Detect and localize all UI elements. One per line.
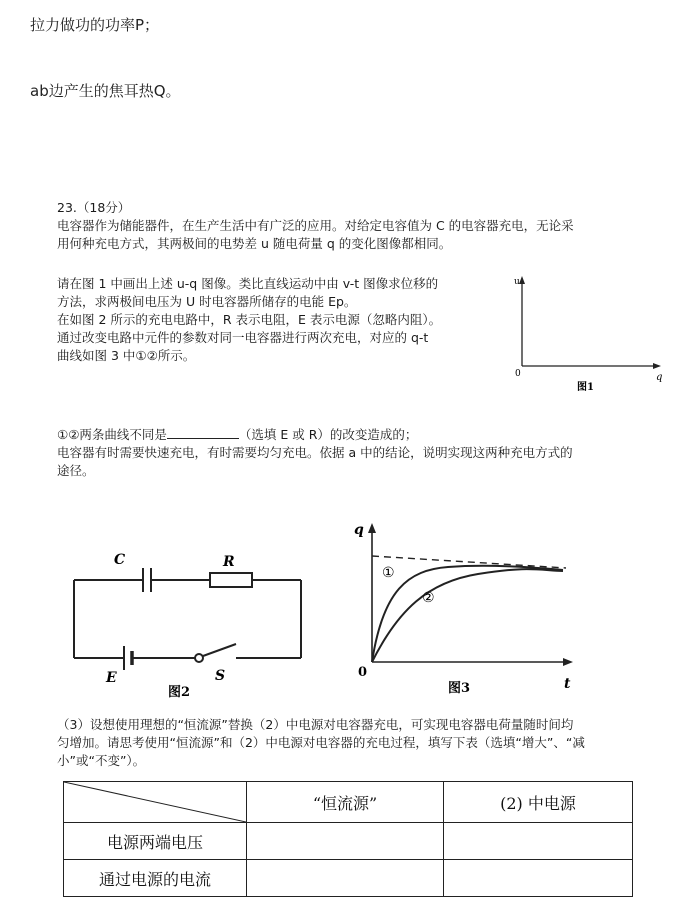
table-header-source-2: (2) 中电源 [444,782,633,823]
fig3-origin: 0 [358,665,368,680]
label-S: S [215,668,226,684]
part-c-line-2: 电容器有时需要快速充电，有时需要均匀充电。依据 a 中的结论，说明实现这两种充电方式的 [57,445,573,460]
fig3-q-arrow [368,523,376,533]
part-a-line-1: 请在图 1 中画出上述 u-q 图像。类比直线运动中由 v-t 图像求位移的 [57,276,439,291]
part-d-line-2: 匀增加。请思考使用“恒流源”和（2）中电源对电容器的充电过程，填写下表（选填“增大”、“减 [57,735,585,750]
intro-line-1: 电容器作为储能器件，在生产生活中有广泛的应用。对给定电容值为 C 的电容器充电，无论采 [57,218,574,233]
answer-table [63,781,633,897]
part-c-line-1 [57,426,417,444]
question-line-heat: ab边产生的焦耳热Q。 [30,82,181,100]
fig2-caption: 图2 [168,685,191,700]
fig1-u-arrow [519,276,525,284]
part-c-line-3: 途径。 [57,463,95,478]
table-cell-voltage-source-2[interactable] [444,823,633,860]
fig3-curve-1-label: ① [382,565,395,581]
table-cell-current-source-2[interactable] [444,860,633,897]
table-corner-cell [64,782,247,823]
table-row-label-current: 通过电源的电流 [64,860,247,897]
table-row [64,823,633,860]
fig3-curve-2-label: ② [422,590,435,606]
switch-pivot [195,654,203,662]
fig3-t-arrow [563,658,573,666]
figure-1 [505,268,675,398]
answer-blank[interactable] [167,426,239,439]
part-a-line-2: 方法，求两极间电压为 U 时电容器所储存的电能 Ep。 [57,294,357,309]
switch-blade [203,644,236,656]
table-row [64,860,633,897]
fig1-origin: 0 [515,369,521,379]
fig3-curve-1 [372,566,563,662]
resistor [210,573,252,587]
part-c-pre: ①②两条曲线不同是 [57,427,167,442]
diagonal-line [64,782,246,822]
label-E: E [106,670,117,686]
table-header-current-source: “恒流源” [247,782,444,823]
fig1-u-label: u [514,277,520,287]
part-b-line-2: 通过改变电路中元件的参数对同一电容器进行两次充电，对应的 q-t [57,330,429,345]
part-c-post: （选填 E 或 R）的改变造成的； [238,427,418,442]
fig1-q-label: q [656,372,663,383]
table-cell-current-current-source[interactable] [247,860,444,897]
label-R: R [223,554,235,570]
fig3-curve-2 [372,569,563,662]
figure-2-circuit [60,540,315,700]
table-row-label-voltage: 电源两端电压 [64,823,247,860]
part-d-line-3: 小”或“不变”）。 [57,753,146,768]
fig3-t-label: t [564,676,571,692]
part-b-line-3: 曲线如图 3 中①②所示。 [57,348,196,363]
table-header-row [64,782,633,823]
intro-line-2: 用何种充电方式，其两极间的电势差 u 随电荷量 q 的变化图像都相同。 [57,236,452,251]
fig3-caption: 图3 [448,681,471,696]
part-d-line-1: （3）设想使用理想的“恒流源”替换（2）中电源对电容器充电，可实现电容器电荷量随时间均 [57,717,574,732]
table-cell-voltage-current-source[interactable] [247,823,444,860]
fig3-q-label: q [354,522,364,538]
label-C: C [114,552,126,568]
part-b-line-1: 在如图 2 所示的充电电路中，R 表示电阻，E 表示电源（忽略内阻）。 [57,312,442,327]
question-line-power: 拉力做功的功率P； [30,16,160,34]
fig1-q-arrow [653,363,661,369]
problem-header: 23.（18分） [57,200,131,215]
figure-3-qt-graph [338,510,590,700]
fig1-caption: 图1 [577,382,594,393]
